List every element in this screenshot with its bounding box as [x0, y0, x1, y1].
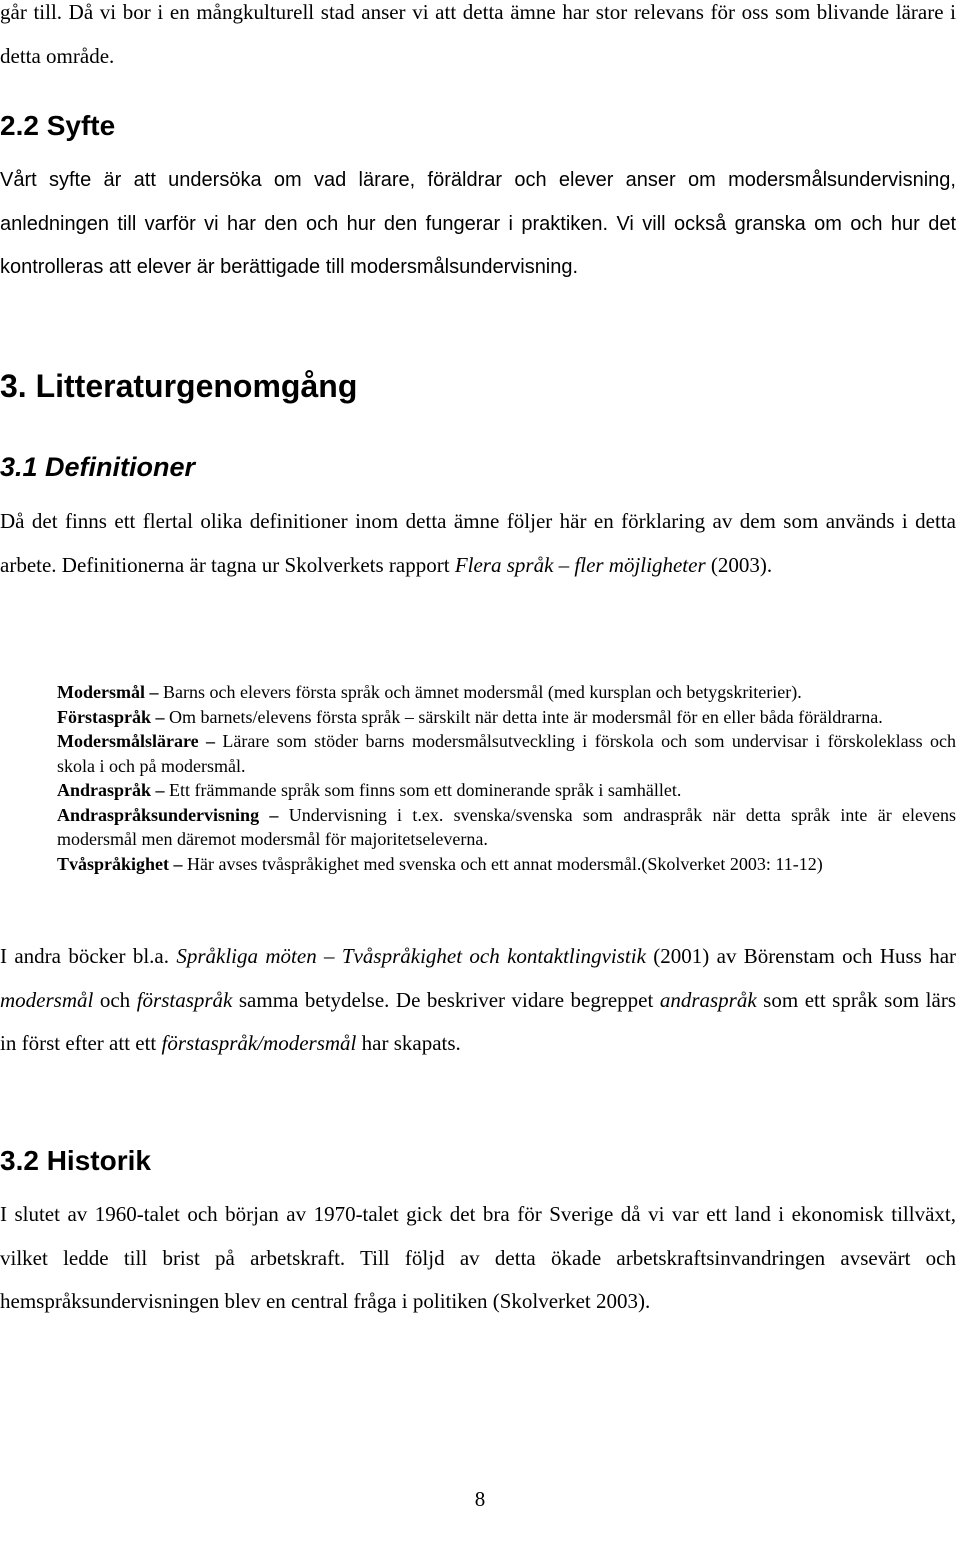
- books-text-3: och: [93, 987, 137, 1012]
- books-text-6: har skapats.: [356, 1031, 461, 1055]
- section-heading-syfte: 2.2 Syfte: [0, 110, 116, 141]
- definitioner-intro-part1: Då det finns ett flertal olika definitioner inom detta ämne följer här en förklaring av dem som används i detta arbete. Definitionerna är tagna ur Skolverkets rapport: [0, 509, 956, 577]
- term-forstasprak: förstaspråk: [136, 987, 233, 1012]
- section-heading-litteraturgenomgang: 3. Litteraturgenomgång: [0, 368, 358, 404]
- definition-term: Modersmål –: [57, 682, 159, 702]
- definition-item: [57, 729, 956, 778]
- books-paragraph: [0, 935, 956, 1066]
- books-text-1: I andra böcker bl.a.: [0, 944, 177, 968]
- intro-fragment-paragraph: går till. Då vi bor i en mångkulturell stad anser vi att detta ämne har stor relevans för oss som blivande lärare i detta område.: [0, 0, 956, 68]
- page-number: 8: [474, 1487, 486, 1511]
- definitioner-intro-part2: (2003).: [705, 552, 773, 577]
- term-andrasprak: andraspråk: [659, 987, 757, 1012]
- definition-term: Modersmålslärare –: [57, 731, 216, 751]
- book-title: Språkliga möten – Tvåspråkighet och kontaktlingvistik: [176, 944, 646, 968]
- report-title: Flera språk – fler möjligheter: [454, 552, 706, 577]
- books-text-4: samma betydelse. De beskriver vidare begreppet: [232, 987, 660, 1012]
- books-text-5: som ett språk som lärs in först efter att ett: [0, 987, 957, 1055]
- syfte-paragraph: Vårt syfte är att undersöka om vad lärare, föräldrar och elever anser om modersmålsundervisning, anledningen till varför vi har den och hur den fungerar i praktiken. Vi vill också granska om och hur det kontrolleras att elever är berättigade till modersmålsundervisning.: [0, 169, 956, 278]
- term-modersmal: modersmål: [0, 987, 94, 1012]
- definition-text: Lärare som stöder barns modersmålsutveckling i förskola och som undervisar i förskoleklass och skola i och på modersmål.: [57, 731, 956, 776]
- definition-term: Andraspråk –: [57, 780, 165, 800]
- section-heading-definitioner: 3.1 Definitioner: [0, 452, 196, 482]
- definition-term: Tvåspråkighet –: [57, 853, 183, 874]
- definitions-list: [57, 680, 956, 876]
- definition-text: Barns och elevers första språk och ämnet modersmål (med kursplan och betygskriterier).: [158, 682, 802, 702]
- definition-item: [57, 778, 956, 803]
- definition-text: Ett främmande språk som finns som ett dominerande språk i samhället.: [164, 780, 682, 800]
- definition-term: Förstaspråk –: [57, 706, 165, 727]
- definition-item: [57, 705, 956, 730]
- books-text-2: (2001) av Börenstam och Huss har: [645, 944, 957, 968]
- term-forstasprak-modersmal: förstaspråk/modersmål: [161, 1031, 357, 1055]
- definition-term: Andraspråksundervisning –: [57, 804, 279, 825]
- definition-text: Här avses tvåspråkighet med svenska och ett annat modersmål.(Skolverket 2003: 11-12): [182, 853, 823, 874]
- definition-item: [57, 852, 956, 877]
- definition-item: [57, 680, 956, 705]
- section-heading-historik: 3.2 Historik: [0, 1145, 151, 1176]
- historik-paragraph: I slutet av 1960-talet och början av 1970-talet gick det bra för Sverige då vi var ett land i ekonomisk tillväxt, vilket ledde till brist på arbetskraft. Till följd av detta ökade arbetskraftsinvandringen avsevärt och hemspråksundervisningen blev en central fråga i politiken (Skolverket 2003).: [0, 1202, 956, 1313]
- definition-item: [57, 803, 956, 852]
- definitioner-intro-paragraph: [0, 500, 956, 587]
- definition-text: Undervisning i t.ex. svenska/svenska som andraspråk när detta språk inte är elevens modersmål men däremot modersmål för majoritetseleverna.: [57, 804, 956, 849]
- definition-text: Om barnets/elevens första språk – särskilt när detta inte är modersmål för en eller båda föräldrarna.: [164, 706, 883, 727]
